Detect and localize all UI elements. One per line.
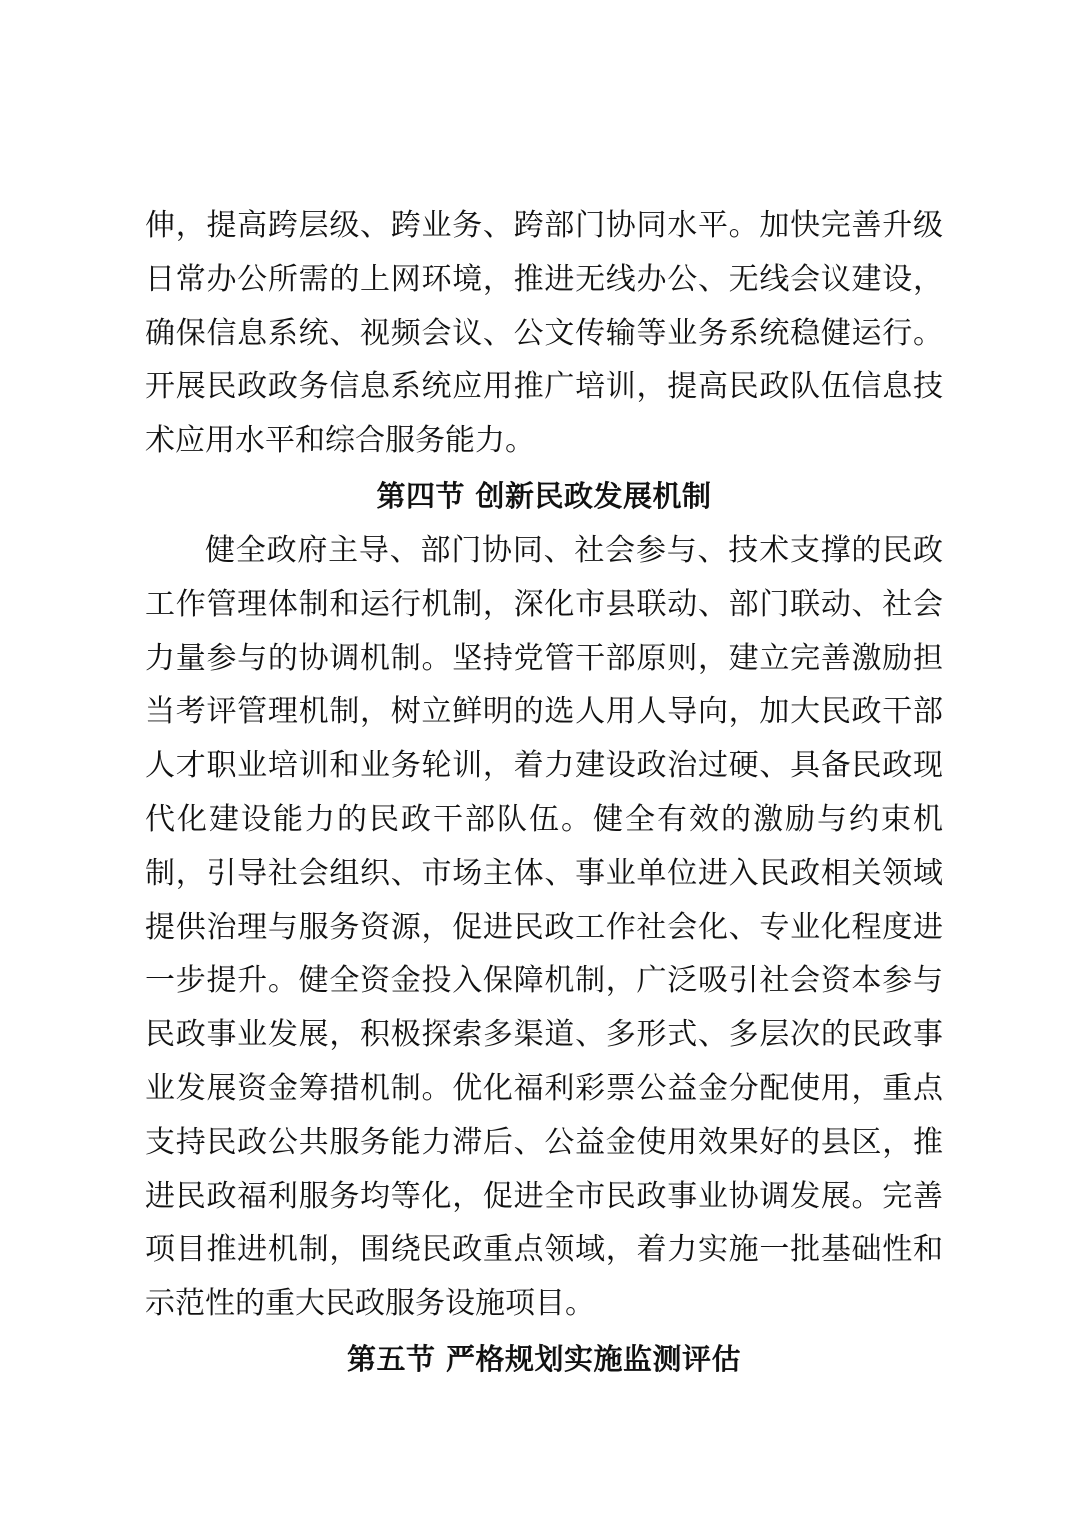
paragraph-continuation: 伸，提高跨层级、跨业务、跨部门协同水平。加快完善升级日常办公所需的上网环境，推进无线办公、无线会议建设，确保信息系统、视频会议、公文传输等业务系统稳健运行。开展民政政务信息系统应用推广培训，提高民政队伍信息技术应用水平和综合服务能力。 <box>145 208 943 459</box>
section-heading-5: 第五节 严格规划实施监测评估 <box>346 1341 742 1376</box>
section-heading-4: 第四节 创新民政发展机制 <box>376 478 712 513</box>
document-body <box>145 199 943 1387</box>
paragraph-mechanism: 健全政府主导、部门协同、社会参与、技术支撑的民政工作管理体制和运行机制，深化市县联动、部门联动、社会力量参与的协调机制。坚持党管干部原则，建立完善激励担当考评管理机制，树立鲜明的选人用人导向，加大民政干部人才职业培训和业务轮训，着力建设政治过硬、具备民政现代化建设能力的民政干部队伍。健全有效的激励与约束机制，引导社会组织、市场主体、事业单位进入民政相关领域提供治理与服务资源，促进民政工作社会化、专业化程度进一步提升。健全资金投入保障机制，广泛吸引社会资本参与民政事业发展，积极探索多渠道、多形式、多层次的民政事业发展资金筹措机制。优化福利彩票公益金分配使用，重点支持民政公共服务能力滞后、公益金使用效果好的县区，推进民政福利服务均等化，促进全市民政事业协调发展。完善项目推进机制，围绕民政重点领域，着力实施一批基础性和示范性的重大民政服务设施项目。 <box>145 532 943 1322</box>
